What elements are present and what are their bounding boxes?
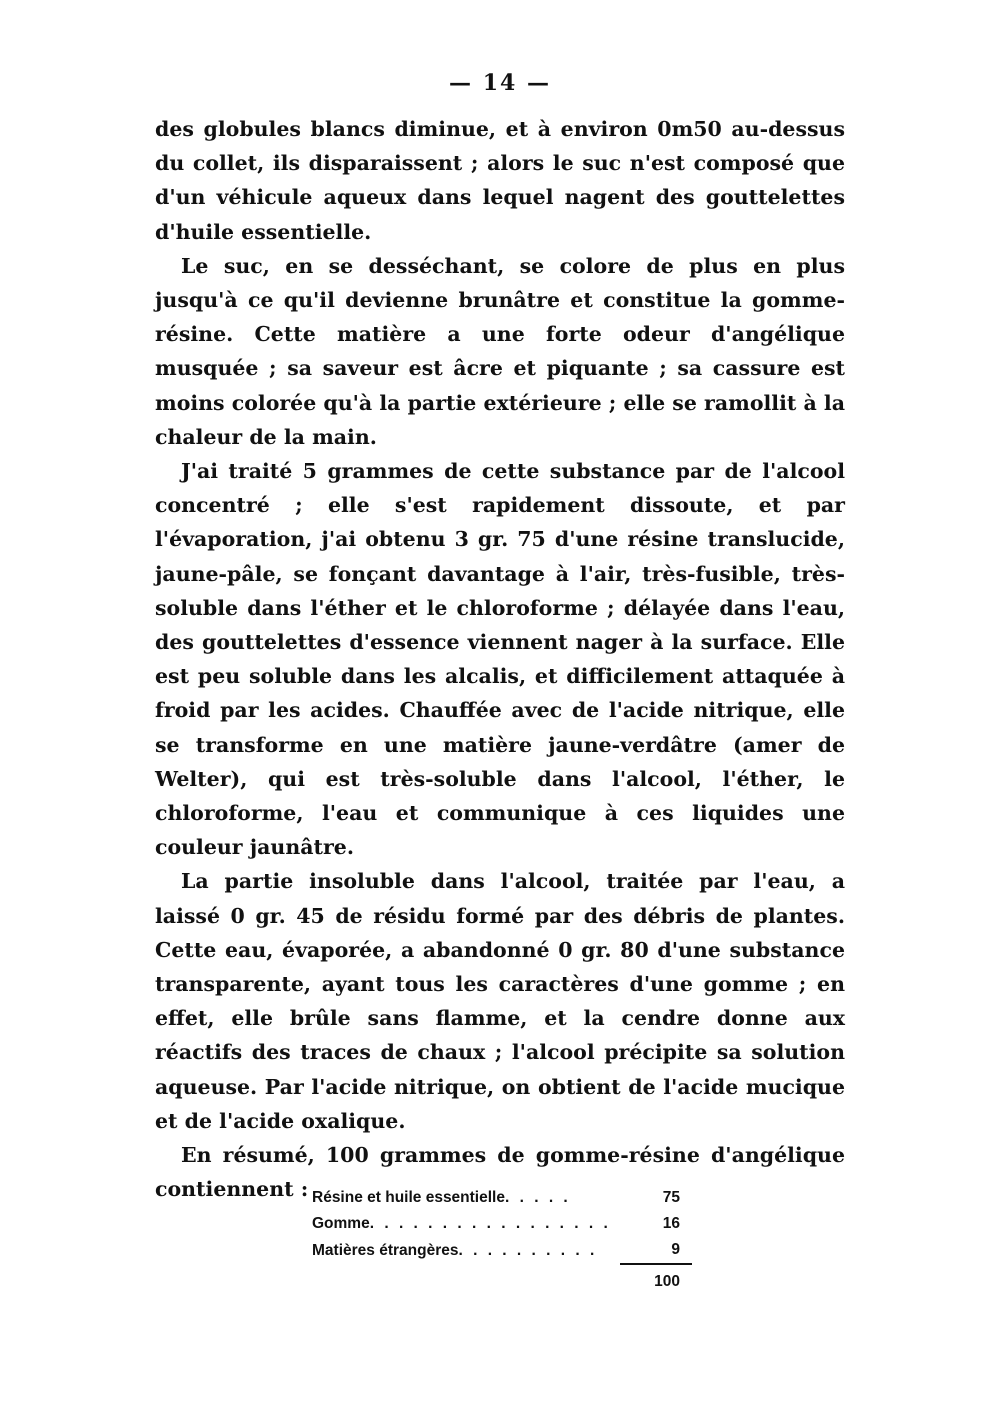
summary-row-label: Matières étrangères [312, 1241, 459, 1259]
summary-row-label: Gomme [312, 1215, 370, 1232]
summary-row-value: 75 [662, 1189, 680, 1206]
summary-row [312, 1237, 692, 1264]
paragraph-4: La partie insoluble dans l'alcool, traitée par l'eau, a laissé 0 gr. 45 de résidu formé par des débris de plantes. Cette eau, évaporée, a abandonné 0 gr. 80 d'une substance transparente, ayant tous les caractères d'une gomme ; en effet, elle brûle sans flamme, et la cendre donne aux réactifs des traces de chaux ; l'alcool précipite sa solution aqueuse. Par l'acide nitrique, on obtient de l'acide mucique et de l'acide oxalique. [155, 869, 845, 1133]
summary-row-value: 16 [662, 1215, 680, 1232]
summary-row [312, 1185, 692, 1211]
paragraph-5: En résumé, 100 grammes de gomme-résine d'angélique contiennent : [155, 1143, 845, 1202]
paragraph-1: des globules blancs diminue, et à environ 0m50 au-dessus du collet, ils disparaissent ; alors le suc n'est composé que d'un véhicule aqueux dans lequel nagent des gouttelettes d'huile essentielle. [155, 117, 845, 244]
paragraph-2: Le suc, en se desséchant, se colore de plus en plus jusqu'à ce qu'il devienne brunâtre et constitue la gomme-résine. Cette matière a une forte odeur d'angélique musquée ; sa saveur est âcre et piquante ; sa cassure est moins colorée qu'à la partie extérieure ; elle se ramollit à la chaleur de la main. [155, 253, 845, 449]
summary-row [312, 1211, 692, 1237]
dot-leader: . . . . . . . . . . [458, 1241, 598, 1259]
summary-total-row [312, 1264, 692, 1295]
dot-leader: . . . . . [504, 1189, 571, 1206]
summary-total-value: 100 [620, 1264, 692, 1295]
page-number: — 14 — [449, 70, 551, 96]
paragraph-3: J'ai traité 5 grammes de cette substance par de l'alcool concentré ; elle s'est rapidement dissoute, et par l'évaporation, j'ai obtenu 3 gr. 75 d'une résine translucide, jaune-pâle, se fonçant davantage à l'air, très-fusible, très-soluble dans l'éther et le chloroforme ; délayée dans l'eau, des gouttelettes d'essence viennent nager à la surface. Elle est peu soluble dans les alcalis, et difficilement attaquée à froid par les acides. Chauffée avec de l'acide nitrique, elle se transforme en une matière jaune-verdâtre (amer de Welter), qui est très-soluble dans l'alcool, l'éther, le chloroforme, l'eau et communique à ces liquides une couleur jaunâtre. [155, 459, 845, 860]
body-text [155, 112, 845, 1207]
dot-leader: . . . . . . . . . . . . . . . . . [369, 1215, 611, 1232]
summary-row-label: Résine et huile essentielle [312, 1189, 505, 1206]
summary-row-value: 9 [671, 1241, 680, 1258]
summary-table [312, 1185, 692, 1295]
